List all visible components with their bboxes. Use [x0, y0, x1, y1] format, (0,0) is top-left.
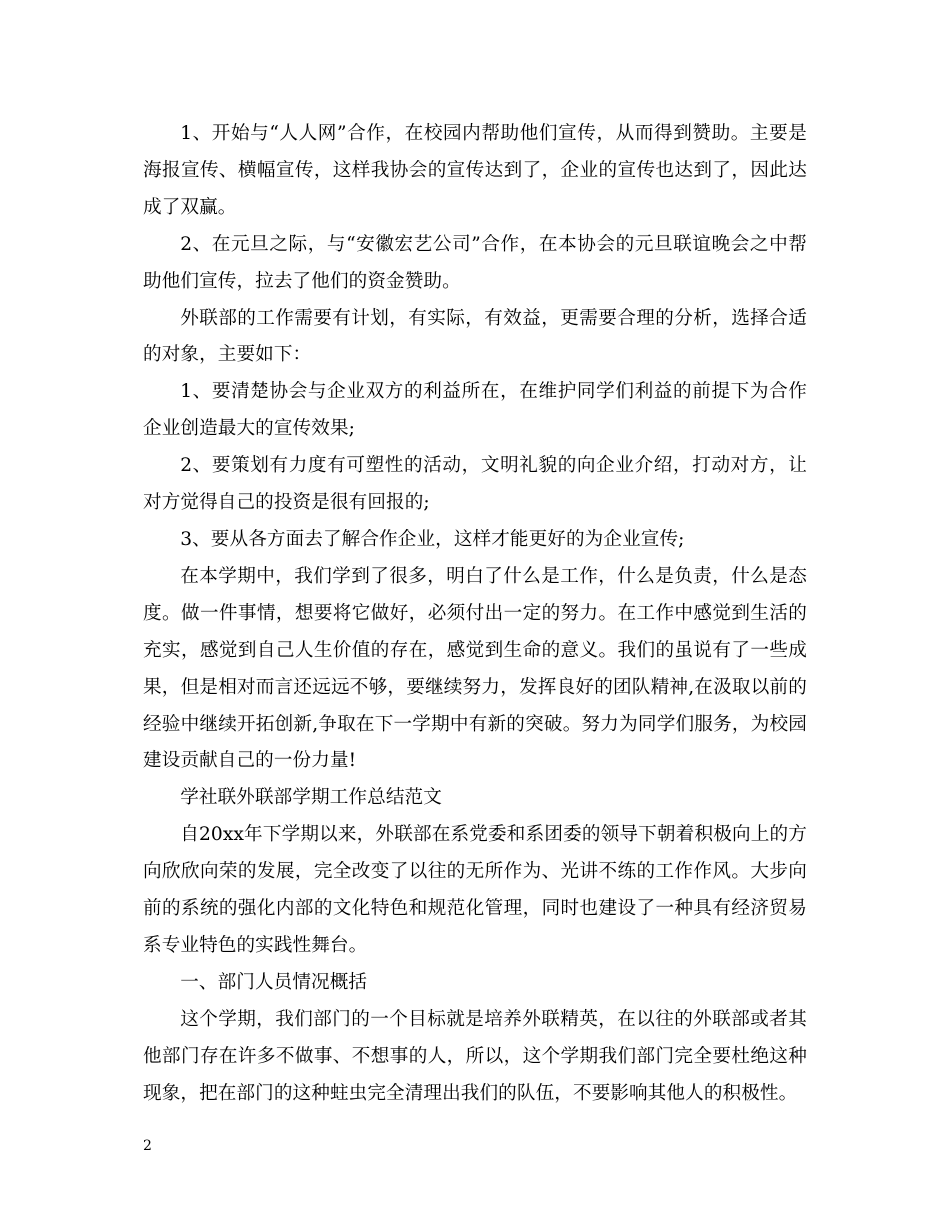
page-number: 2: [143, 1138, 152, 1154]
section-title: 学社联外联部学期工作总结范文: [180, 787, 442, 809]
paragraph-cooperation-renren: 1、开始与“人人网”合作，在校园内帮助他们宣传，从而得到赞助。主要是海报宣传、横幅宣传，这样我协会的宣传达到了，企业的宣传也达到了，因此达成了双赢。: [143, 123, 807, 218]
document-body: [143, 116, 807, 1112]
paragraph-personnel-goal: 这个学期，我们部门的一个目标就是培养外联精英，在以往的外联部或者其他部门存在许多不做事、不想事的人，所以，这个学期我们部门完全要杜绝这种现象，把在部门的这种蛀虫完全清理出我们的队伍，不要影响其他人的积极性。: [143, 1008, 807, 1104]
paragraph-requirement-3: 3、要从各方面去了解合作企业，这样才能更好的为企业宣传;: [180, 528, 685, 550]
section-heading-personnel: 一、部门人员情况概括: [180, 971, 368, 993]
paragraph-work-requirements: 外联部的工作需要有计划，有实际，有效益，更需要合理的分析，选择合适的对象，主要如下：: [143, 307, 807, 366]
paragraph-introduction: 自20xx年下学期以来，外联部在系党委和系团委的领导下朝着积极向上的方向欣欣向荣的发展，完全改变了以往的无所作为、光讲不练的工作作风。大步向前的系统的强化内部的文化特色和规范化管理，同时也建设了一种具有经济贸易系专业特色的实践性舞台。: [143, 824, 807, 956]
paragraph-requirement-2: 2、要策划有力度有可塑性的活动，文明礼貌的向企业介绍，打动对方，让对方觉得自己的投资是很有回报的;: [143, 455, 807, 514]
paragraph-cooperation-anhui-hongyi: 2、在元旦之际，与“安徽宏艺公司”合作，在本协会的元旦联谊晚会之中帮助他们宣传，拉去了他们的资金赞助。: [143, 233, 807, 292]
paragraph-semester-reflection: 在本学期中，我们学到了很多，明白了什么是工作，什么是负责，什么是态度。做一件事情，想要将它做好，必须付出一定的努力。在工作中感觉到生活的充实，感觉到自己人生价值的存在，感觉到生命的意义。我们的虽说有了一些成果，但是相对而言还远远不够，要继续努力，发挥良好的团队精神,在汲取以前的经验中继续开拓创新,争取在下一学期中有新的突破。努力为同学们服务，为校园建设贡献自己的一份力量!: [143, 565, 807, 772]
paragraph-requirement-1: 1、要清楚协会与企业双方的利益所在，在维护同学们利益的前提下为合作企业创造最大的宣传效果;: [143, 381, 807, 440]
